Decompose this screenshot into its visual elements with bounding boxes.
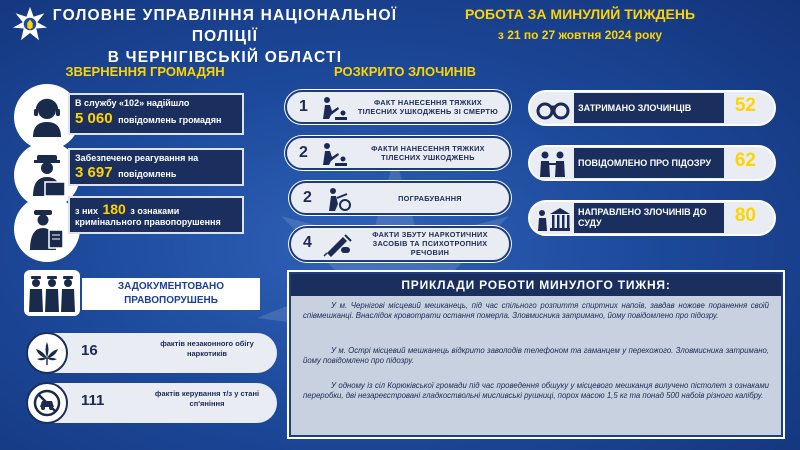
example-paragraph: У м. Чернігові місцевий мешканець, під час спільного розпиття спиртних напоїв, завдав ножове поранення своїй співмешканці. Внаслідок кровотрати остання померла. Зловмисника затримано, йому повідомлено про підозру. [303, 301, 769, 320]
period-block [430, 6, 730, 42]
documented-label: фактів незаконного обігу наркотиків [160, 339, 254, 358]
documented-title-line1: ЗАДОКУМЕНТОВАНО [117, 281, 225, 292]
documented-label: фактів керування т/з у стані сп'яніння [154, 389, 260, 408]
crime-count: 2 [303, 189, 312, 206]
suspect-arrest-icon [536, 150, 570, 178]
crime-item [289, 226, 511, 262]
period-dates: з 21 по 27 жовтня 2024 року [497, 28, 663, 42]
crime-count: 2 [299, 144, 308, 161]
crime-item [285, 90, 511, 124]
result-row [528, 90, 776, 126]
examples-title: ПРИКЛАДИ РОБОТИ МИНУЛОГО ТИЖНЯ: [291, 274, 781, 296]
result-row [528, 145, 776, 181]
operator-headset-icon [25, 95, 69, 139]
documented-icon-box [24, 270, 80, 316]
criminal-value: 180 [102, 201, 126, 217]
crime-label: ФАКТИ НАНЕСЕННЯ ТЯЖКИХ ТІЛЕСНИХ УШКОДЖЕНЬ [371, 144, 485, 162]
police-star-logo-icon [12, 6, 48, 42]
officers-group-icon [27, 273, 77, 313]
response-line1: Забезпечено реагування на [75, 153, 199, 163]
crime-count: 4 [303, 234, 312, 251]
header-title-line2: В ЧЕРНІГІВСЬКІЙ ОБЛАСТІ [107, 49, 343, 66]
assault-icon [319, 141, 349, 167]
criminal-box [68, 196, 244, 234]
response-box [68, 148, 244, 186]
robbery-icon [323, 186, 353, 212]
appeal-line2: повідомлень громадян [118, 115, 222, 125]
police-officer-icon [25, 152, 69, 198]
result-label: НАПРАВЛЕНО ЗЛОЧИНІВ ДО СУДУ [574, 203, 724, 233]
result-value: 62 [734, 150, 756, 171]
cannabis-icon [34, 340, 60, 366]
documented-item-icon-circle [26, 382, 68, 424]
assault-icon [319, 95, 349, 121]
documented-item [27, 333, 277, 373]
documented-value: 111 [81, 392, 105, 409]
appeal-line1: В службу «102» надійшло [75, 98, 190, 108]
handcuffs-icon [536, 95, 570, 123]
no-drunk-driving-icon [33, 389, 61, 417]
example-paragraph: У м. Острі місцевий мешканець відкрито заволодів телефоном та гаманцем у перехожого. Зловмисника затримано, йому повідомлено про підозру. [303, 346, 769, 365]
response-value: 3 697 [75, 164, 113, 181]
crime-label: ФАКТИ ЗБУТУ НАРКОТИЧНИХ ЗАСОБІВ ТА ПСИХОТРОПНИХ РЕЧОВИН [372, 229, 488, 257]
court-icon [536, 205, 570, 233]
crime-label: ФАКТ НАНЕСЕННЯ ТЯЖКИХ ТІЛЕСНИХ УШКОДЖЕНЬ ЗІ СМЕРТЮ [357, 98, 499, 116]
criminal-line2: кримінального правопорушення [75, 217, 221, 227]
documented-title-box [82, 278, 260, 310]
result-label: ПОВІДОМЛЕНО ПРО ПІДОЗРУ [574, 148, 724, 178]
result-label: ЗАТРИМАНО ЗЛОЧИНЦІВ [574, 93, 724, 123]
examples-panel [289, 272, 783, 437]
criminal-prefix: з них [75, 206, 98, 216]
documented-value: 16 [81, 342, 98, 359]
appeals-title: ЗВЕРНЕННЯ ГРОМАДЯН [65, 64, 225, 79]
criminal-suffix: з ознаками [130, 206, 180, 216]
result-value: 52 [734, 95, 756, 116]
documented-title-line2: ПРАВОПОРУШЕНЬ [124, 295, 218, 306]
syringe-icon [323, 231, 353, 257]
crime-label: ПОГРАБУВАННЯ [398, 193, 462, 203]
appeal-box-102 [68, 93, 244, 135]
header-title [50, 5, 400, 68]
result-value: 80 [734, 205, 756, 226]
period-title: РОБОТА ЗА МИНУЛИЙ ТИЖДЕНЬ [464, 6, 696, 22]
crimes-title: РОЗКРИТО ЗЛОЧИНІВ [334, 64, 476, 79]
header-title-line1: ГОЛОВНЕ УПРАВЛІННЯ НАЦІОНАЛЬНОЇ ПОЛІЦІЇ [52, 7, 398, 45]
example-paragraph: У одному із сіл Корюківської громади під час проведення обшуку у місцевого мешканця вилучено пістолет з ознаками переробки, дві незареєстровані гладкоствольні мисливські рушниці, порох масою 1,5 кг та понад 500 набоїв різного калібру. [303, 381, 769, 400]
appeal-value-102: 5 060 [75, 110, 113, 127]
documented-item [27, 383, 277, 423]
documented-item-icon-circle [26, 332, 68, 374]
crime-count: 1 [299, 98, 308, 115]
response-line2: повідомлень [118, 169, 177, 179]
crime-item [289, 181, 511, 215]
result-row [528, 200, 776, 236]
crime-item [285, 136, 511, 170]
officer-report-icon [25, 206, 69, 252]
